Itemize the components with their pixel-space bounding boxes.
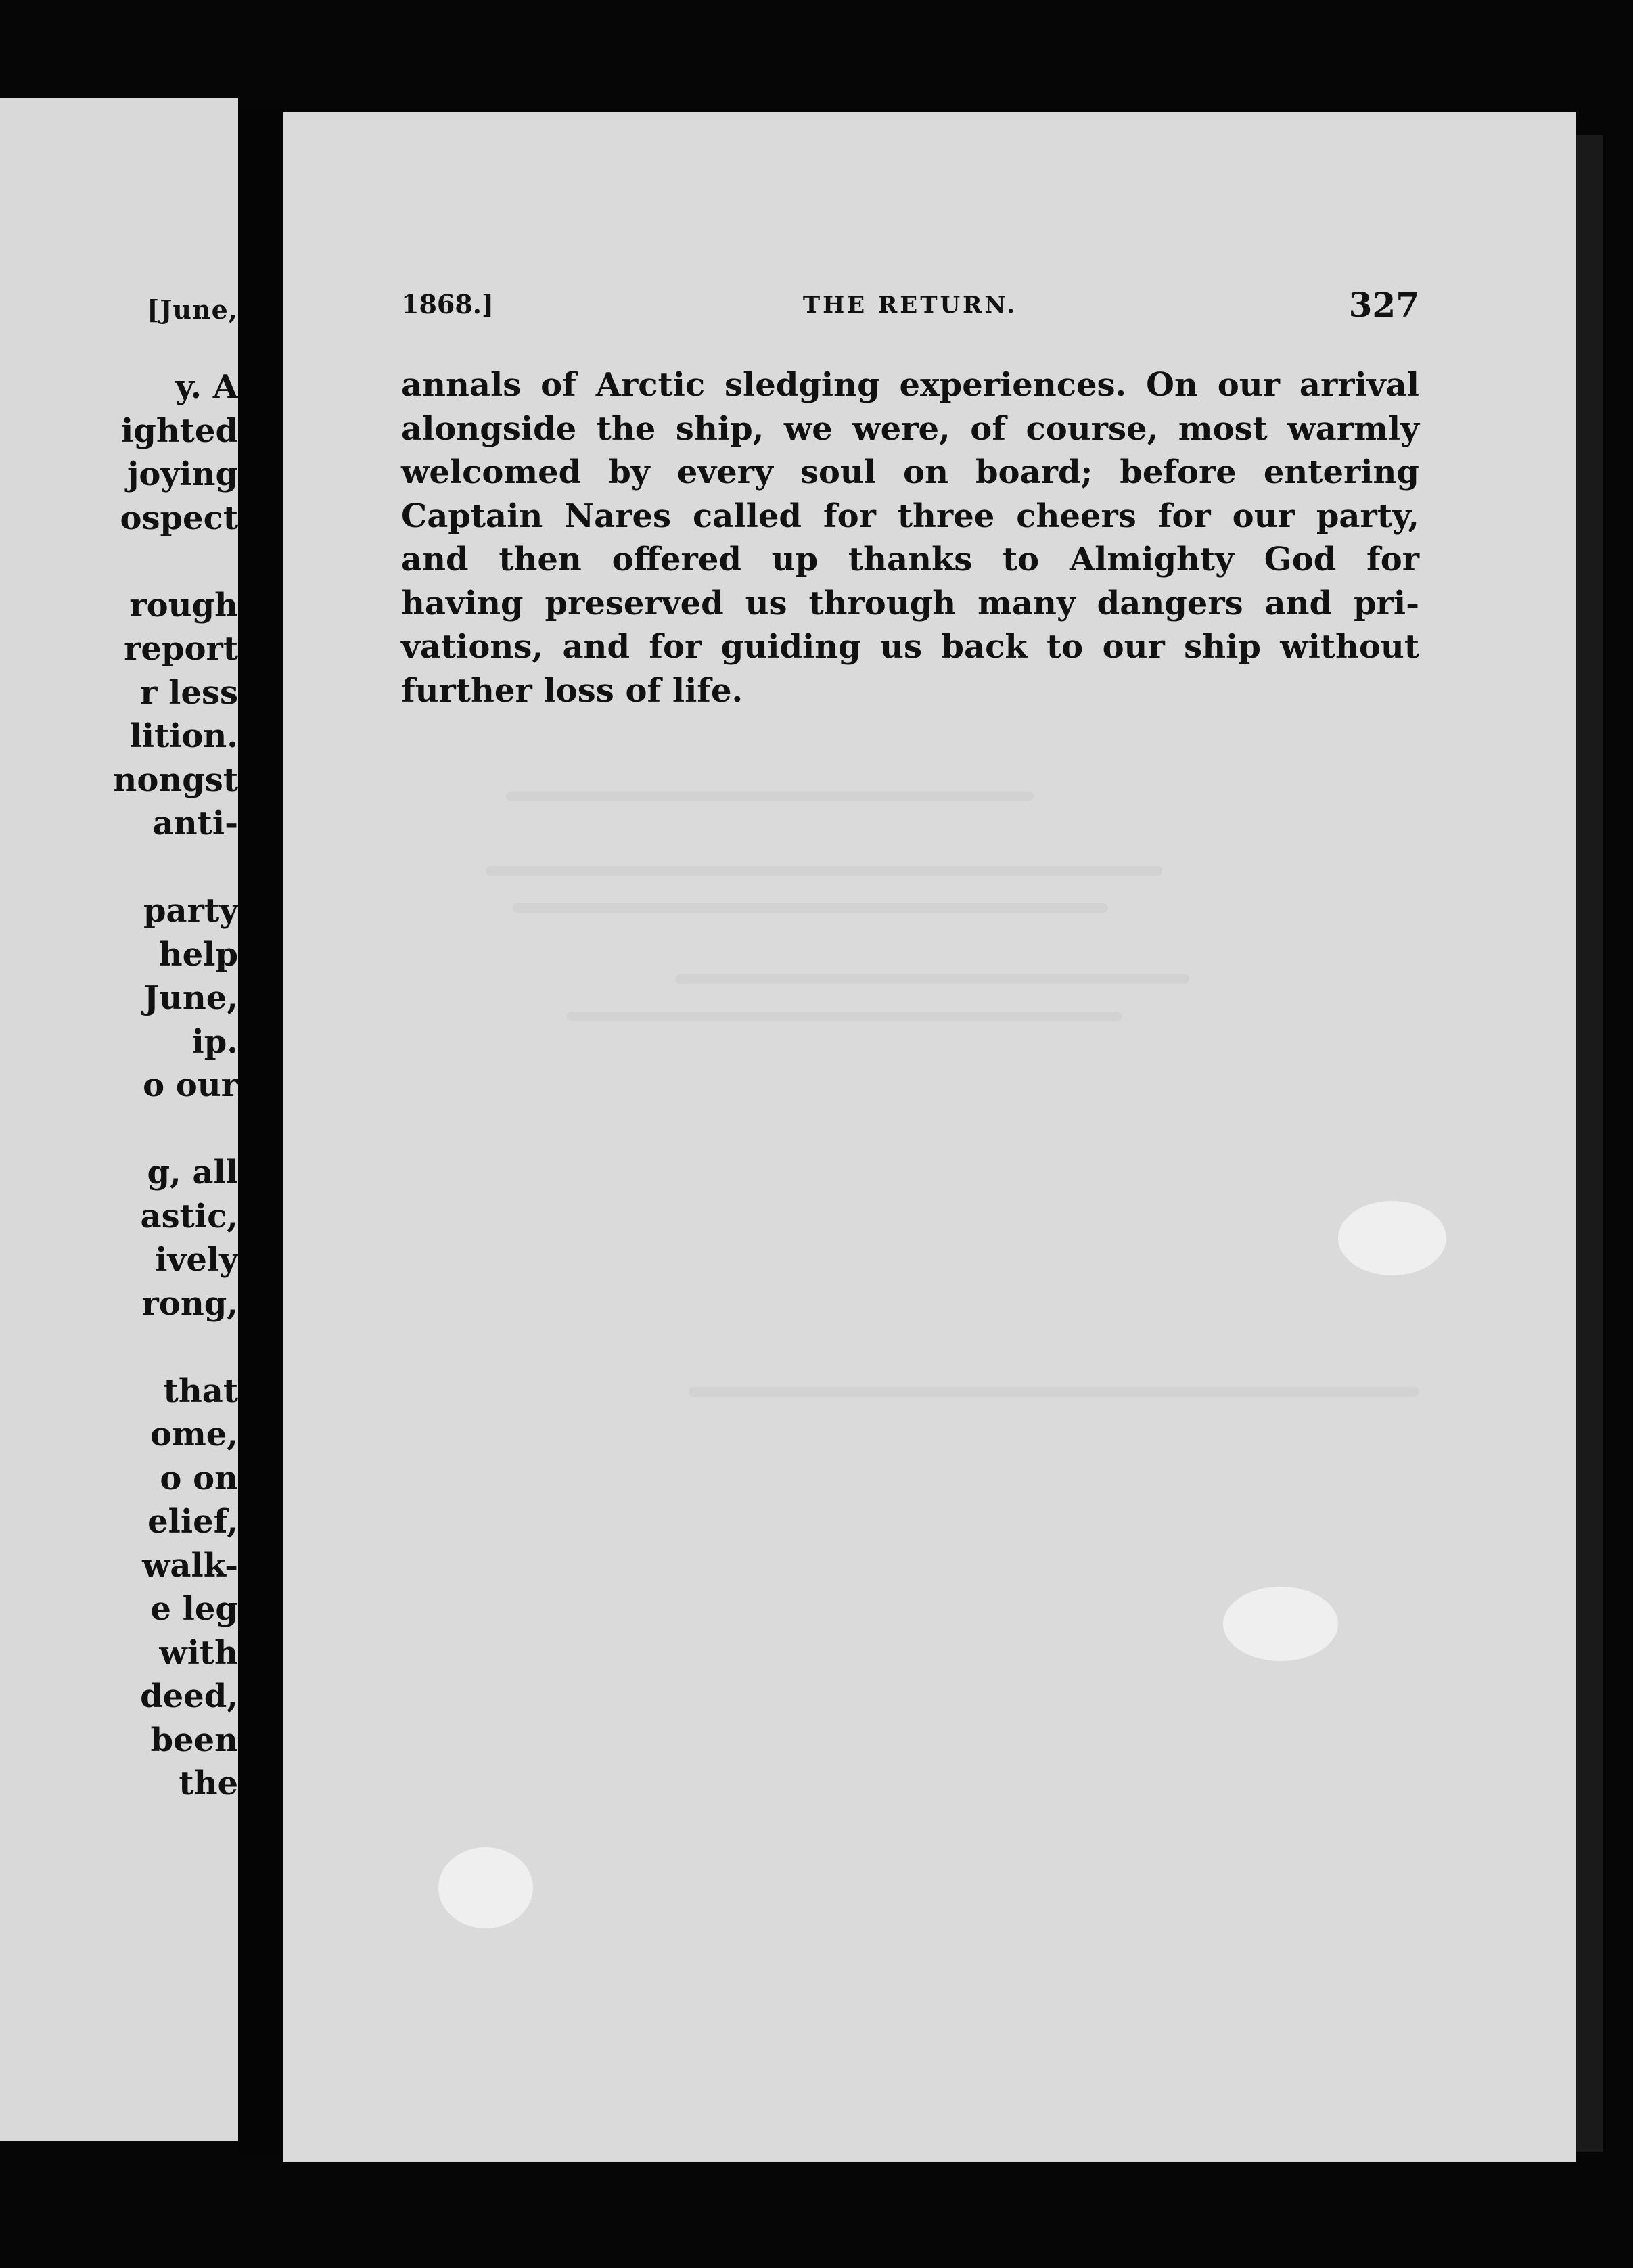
text-line: having preserved us through many dangers and pri- (401, 584, 1419, 622)
bleed-through-mark (689, 1387, 1419, 1397)
left-line-fragment: rong, (141, 1284, 238, 1323)
left-line-fragment (0, 846, 238, 890)
bleed-through-mark (506, 792, 1034, 801)
left-line-fragment: rough (129, 586, 238, 625)
left-line-fragment: lition. (129, 717, 238, 755)
left-line-fragment: r less (140, 673, 238, 712)
text-line: alongside the ship, we were, of course, most warmly (401, 409, 1419, 448)
text-line: Captain Nares called for three cheers for our party, (401, 497, 1419, 535)
left-line-fragment (0, 540, 238, 584)
page-edge (1576, 135, 1603, 2152)
left-line-fragment: ip. (191, 1022, 238, 1061)
left-line-fragment: ome, (150, 1415, 238, 1453)
left-line-fragment: g, all (147, 1154, 238, 1192)
page-number: 327 (1348, 285, 1419, 325)
left-line-fragment: anti- (152, 804, 238, 842)
right-page (283, 112, 1576, 2162)
left-line-fragment: been (150, 1721, 238, 1759)
left-line-fragment: report (124, 630, 238, 668)
left-line-fragment (0, 1325, 238, 1369)
left-line-fragment: o on (160, 1459, 238, 1497)
left-line-fragment: June, (143, 979, 238, 1017)
left-line-fragment: the (179, 1765, 238, 1802)
body-text (401, 363, 1419, 712)
left-line-fragment: walk- (142, 1546, 238, 1585)
left-line-fragment: astic, (140, 1197, 238, 1235)
book-gutter (238, 105, 283, 2155)
text-line: welcomed by every soul on board; before entering (401, 453, 1419, 491)
left-line-fragment: ively (155, 1241, 238, 1279)
text-line: vations, and for guiding us back to our ship without (401, 628, 1419, 666)
left-line-fragment (0, 1108, 238, 1152)
header-title: THE RETURN. (802, 292, 1018, 319)
left-line-fragment: e leg (150, 1590, 238, 1628)
left-line-fragment: deed, (140, 1677, 238, 1715)
text-line: annals of Arctic sledging experiences. On our arrival (401, 366, 1419, 404)
running-header (401, 285, 1419, 330)
left-line-fragment: ighted (121, 411, 238, 450)
left-line-fragment: ospect (120, 499, 238, 537)
bleed-through-mark (486, 866, 1162, 876)
left-line-fragment: help (158, 935, 238, 974)
paper-spot (1223, 1587, 1338, 1661)
paper-spot (438, 1847, 533, 1928)
left-line-fragment: y. A (175, 368, 238, 406)
text-line: and then offered up thanks to Almighty God for (401, 541, 1419, 579)
bleed-through-mark (675, 974, 1189, 984)
left-line-fragments (0, 365, 238, 1806)
text-line: further loss of life. (401, 671, 743, 710)
left-line-fragment: elief, (147, 1503, 238, 1541)
left-line-fragment: party (143, 892, 238, 930)
paper-spot (1338, 1201, 1446, 1275)
left-line-fragment: o our (143, 1066, 238, 1104)
left-line-fragment: nongst (113, 761, 238, 799)
bleed-through-mark (567, 1012, 1122, 1021)
left-running-head: [June, (147, 294, 238, 325)
left-page-fragment (0, 98, 238, 2141)
left-line-fragment: that (163, 1371, 238, 1410)
header-year: 1868.] (401, 289, 494, 319)
left-line-fragment: with (159, 1633, 238, 1672)
bleed-through-mark (513, 903, 1108, 913)
left-line-fragment: joying (127, 455, 238, 493)
